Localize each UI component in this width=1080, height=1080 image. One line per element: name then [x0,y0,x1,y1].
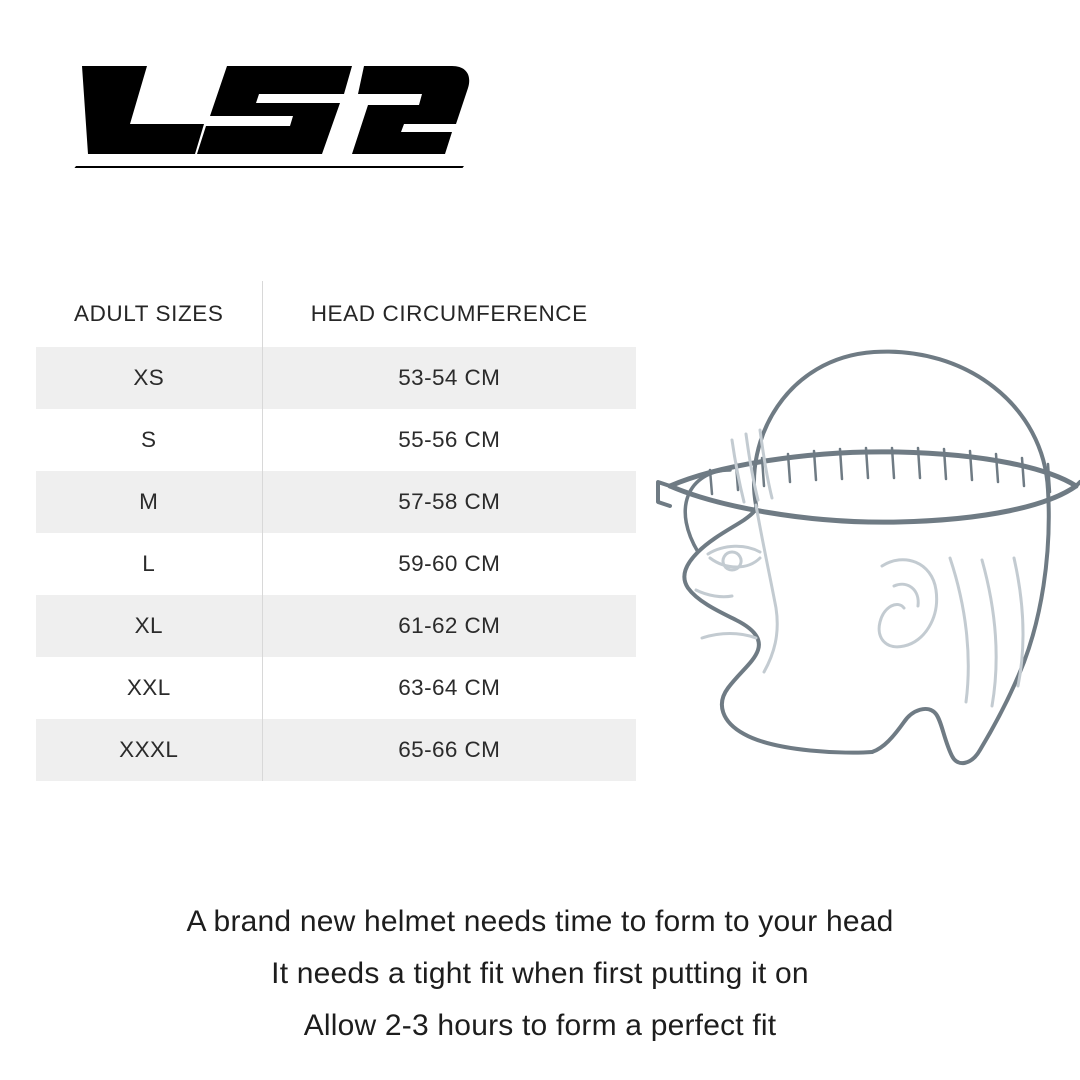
instruction-line-1: A brand new helmet needs time to form to your head [186,905,894,938]
table-row [36,409,636,471]
instruction-line-2: It needs a tight fit when first putting it on [271,957,809,990]
table-row [36,471,636,533]
fit-instructions [0,896,1080,1052]
cell-circumference: 65-66 CM [262,719,636,781]
table-header-row [36,281,636,347]
cell-circumference: 55-56 CM [262,409,636,471]
cell-size: M [36,471,262,533]
ls2-helmets-logo [52,58,472,168]
cell-circumference: 53-54 CM [262,347,636,409]
size-chart-table [36,281,636,781]
table-row [36,657,636,719]
column-header-head-circumference: HEAD CIRCUMFERENCE [262,281,636,347]
cell-size: S [36,409,262,471]
table-header [36,281,636,347]
cell-circumference: 61-62 CM [262,595,636,657]
instruction-line-3: Allow 2-3 hours to form a perfect fit [303,1009,777,1042]
cell-size: XXL [36,657,262,719]
cell-size: XS [36,347,262,409]
cell-circumference: 59-60 CM [262,533,636,595]
cell-circumference: 63-64 CM [262,657,636,719]
table-body [36,347,636,781]
head-measurement-diagram [636,290,1080,790]
cell-size: L [36,533,262,595]
table-row [36,347,636,409]
cell-size: XXXL [36,719,262,781]
table-row [36,719,636,781]
table-row [36,595,636,657]
table-row [36,533,636,595]
column-header-adult-sizes: ADULT SIZES [36,281,262,347]
cell-size: XL [36,595,262,657]
cell-circumference: 57-58 CM [262,471,636,533]
